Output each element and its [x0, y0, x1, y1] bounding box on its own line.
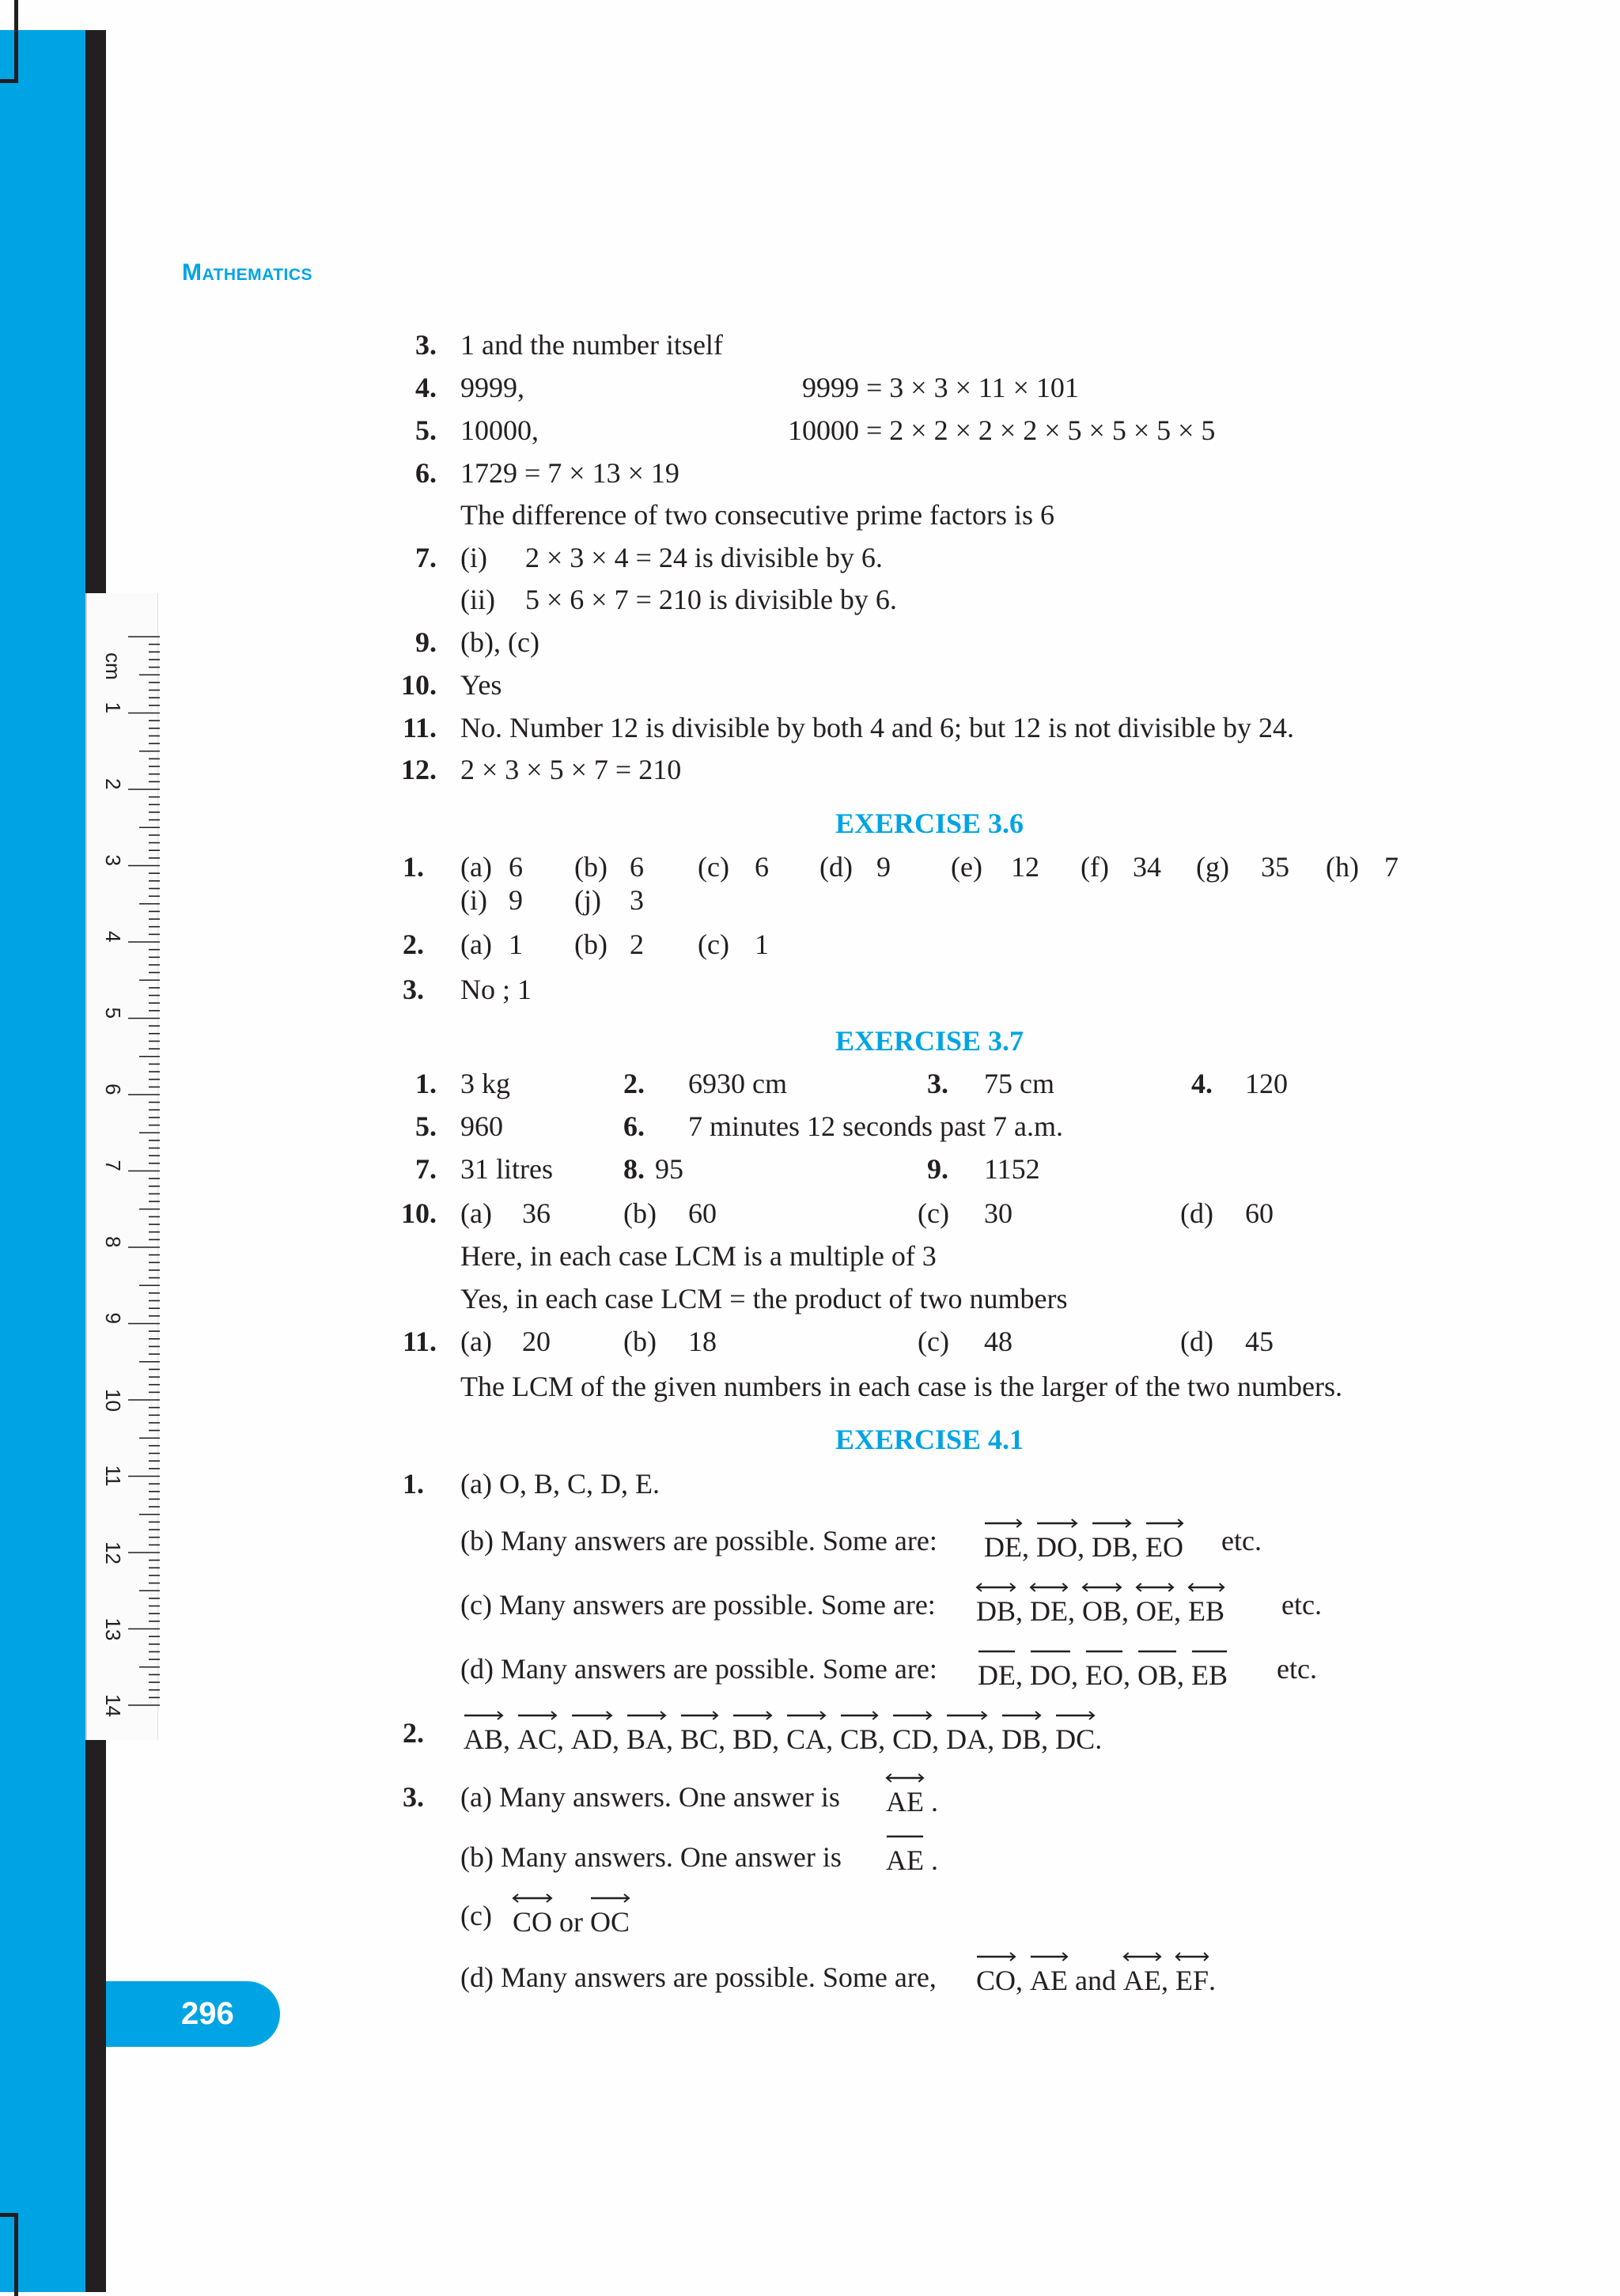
q-number: 3. — [403, 974, 424, 1005]
ray-arrow-icon — [517, 1709, 557, 1722]
answer-text: 2 × 3 × 4 = 24 is divisible by 6. — [525, 542, 883, 573]
ray-notation: CB — [840, 1720, 878, 1753]
line-notation: DB — [976, 1592, 1016, 1625]
ruler-number: 6 — [101, 1084, 125, 1095]
answer-value: 1 — [509, 929, 523, 960]
ray-notation: OC — [590, 1903, 630, 1936]
ruler-number: 1 — [101, 702, 125, 713]
answer-text: 1729 = 7 × 13 × 19 — [460, 457, 679, 489]
ruler-number: 3 — [101, 854, 125, 866]
answer-text: 1 and the number itself — [460, 329, 723, 361]
answer-text: 9999 = 3 × 3 × 11 × 101 — [802, 372, 1079, 403]
answer-value: 1 — [755, 929, 769, 960]
part-label: (d) — [1180, 1197, 1213, 1229]
exercise-heading: EXERCISE 4.1 — [835, 1424, 1024, 1455]
part-label: (i) — [460, 884, 487, 916]
answer-text: 2 × 3 × 5 × 7 = 210 — [460, 754, 682, 785]
ray-arrow-icon — [1055, 1709, 1095, 1722]
answer-value: 3 kg — [460, 1068, 510, 1099]
segment-bar-icon — [1191, 1645, 1228, 1658]
segment-bar-icon — [1085, 1645, 1123, 1658]
answer-text: (b), (c) — [460, 626, 539, 658]
line-notation: AE — [886, 1783, 924, 1816]
q-number: 10. — [401, 669, 437, 701]
ruler-number: 10 — [101, 1389, 125, 1412]
crop-mark-bottom — [0, 2213, 18, 2296]
ray-notation: DE — [984, 1528, 1022, 1561]
line-notation: EB — [1188, 1592, 1224, 1625]
ray-arrow-icon — [840, 1709, 878, 1722]
q-number: 9. — [927, 1153, 948, 1185]
line-notation: CO — [513, 1903, 552, 1936]
q-number: 9. — [415, 626, 437, 658]
part-label: (b) — [574, 929, 608, 960]
answer-value: 6930 cm — [688, 1068, 787, 1099]
part-label: (h) — [1326, 851, 1359, 883]
answer-text: (a) Many answers. One answer is — [460, 1781, 840, 1813]
ray-list: DE , DO , DB , EO — [984, 1528, 1183, 1561]
line-arrows-icon — [1082, 1581, 1122, 1594]
part-label: (ii) — [460, 584, 495, 615]
q-number: 3. — [927, 1068, 948, 1099]
part-label: (b) — [574, 851, 608, 883]
q-number: 1. — [403, 851, 424, 883]
part-label: (b) — [623, 1326, 657, 1357]
ray-arrow-icon — [1030, 1950, 1068, 1963]
ray-notation: DO — [1036, 1528, 1077, 1561]
part-label: (g) — [1196, 851, 1229, 883]
part-label: (d) — [819, 851, 853, 883]
segment-notation: OB — [1137, 1656, 1177, 1689]
line-list: DB , DE , OB , OE , EB — [976, 1592, 1224, 1625]
etc-text: etc. — [1281, 1589, 1322, 1621]
line-arrows-icon — [886, 1772, 924, 1784]
exercise-heading: EXERCISE 3.7 — [835, 1025, 1024, 1057]
ruler — [85, 593, 158, 1740]
answer-text: The LCM of the given numbers in each case is the larger of the two numbers. — [460, 1371, 1343, 1402]
q-number: 1. — [415, 1068, 437, 1099]
segment-bar-icon — [1030, 1645, 1071, 1658]
answer-value: 9 — [876, 851, 891, 883]
etc-text: etc. — [1221, 1525, 1262, 1557]
q-number: 3. — [403, 1781, 424, 1813]
q-number: 2. — [623, 1068, 645, 1099]
segment-notation: DE — [978, 1656, 1016, 1689]
ray-notation: BA — [626, 1720, 666, 1753]
segment-notation: DO — [1030, 1656, 1071, 1689]
answer-text: (c) Many answers are possible. Some are: — [460, 1589, 936, 1621]
part-label: (e) — [951, 851, 982, 883]
answer-value: 7 — [1384, 851, 1399, 883]
part-label: (a) — [460, 1197, 492, 1229]
crop-mark-top — [0, 0, 18, 83]
q-number: 8. — [623, 1153, 645, 1185]
ray-arrow-icon — [571, 1709, 612, 1722]
answer-value: 75 cm — [984, 1068, 1054, 1099]
ray-list: AB , AC , AD , BA , BC , BD , CA , CB , CD , DA , DB , DC . — [464, 1720, 1102, 1753]
answer-text: 10000, — [460, 414, 539, 446]
ray-arrow-icon — [892, 1709, 932, 1722]
answer-value: 45 — [1245, 1326, 1274, 1357]
line-notation: AE — [1123, 1961, 1161, 1995]
answer-value: 18 — [688, 1326, 717, 1357]
ray-arrow-icon — [732, 1709, 772, 1722]
answer-value: 3 — [630, 884, 644, 916]
part-label: (a) — [460, 1326, 492, 1357]
line-notation: OE — [1136, 1592, 1174, 1625]
line-list: AE . — [886, 1783, 938, 1816]
answer-text: 9999, — [460, 372, 524, 403]
q-number: 7. — [415, 542, 437, 573]
answer-value: 1152 — [984, 1153, 1040, 1185]
segment-notation: AE — [886, 1841, 924, 1874]
segment-list: AE . — [886, 1841, 938, 1874]
answer-value: 12 — [1011, 851, 1039, 883]
q-number: 6. — [415, 457, 437, 489]
part-label: (c) — [460, 1900, 492, 1931]
ray-arrow-icon — [976, 1950, 1016, 1963]
answer-value: 2 — [630, 929, 644, 960]
line-arrows-icon — [513, 1892, 552, 1905]
ray-arrow-icon — [626, 1709, 666, 1722]
q-number: 6. — [623, 1110, 645, 1142]
ray-arrow-icon — [1036, 1517, 1077, 1530]
ruler-number: 9 — [101, 1312, 125, 1324]
line-notation: OB — [1082, 1592, 1122, 1625]
answer-text: Here, in each case LCM is a multiple of 3 — [460, 1240, 937, 1272]
ruler-unit-label: cm — [101, 652, 125, 680]
ray-notation: BD — [732, 1720, 772, 1753]
ray-notation: DB — [1001, 1720, 1041, 1753]
answer-text: No ; 1 — [460, 974, 532, 1005]
ray-arrow-icon — [946, 1709, 987, 1722]
q-number: 7. — [415, 1153, 437, 1185]
ray-notation: EO — [1145, 1528, 1183, 1561]
part-label: (c) — [698, 929, 729, 960]
ruler-scale — [87, 593, 160, 1740]
ruler-number: 11 — [101, 1465, 125, 1487]
answer-value: 60 — [688, 1197, 717, 1229]
q-number: 11. — [402, 712, 437, 743]
segment-notation: EO — [1085, 1656, 1123, 1689]
q-number: 2. — [403, 1717, 424, 1749]
ray-notation: AE — [1030, 1961, 1068, 1995]
ray-notation: AB — [464, 1720, 503, 1753]
ray-arrow-icon — [1145, 1517, 1183, 1530]
exercise-heading: EXERCISE 3.6 — [835, 808, 1024, 839]
ray-notation: AC — [517, 1720, 557, 1753]
ruler-number: 2 — [101, 778, 125, 790]
answer-text: Yes, in each case LCM = the product of two numbers — [460, 1283, 1068, 1314]
ray-notation: DA — [946, 1720, 987, 1753]
answer-value: 95 — [655, 1153, 683, 1185]
q-number: 4. — [1191, 1068, 1213, 1099]
answer-text: (b) Many answers are possible. Some are: — [460, 1525, 937, 1557]
ray-arrow-icon — [680, 1709, 718, 1722]
q-number: 10. — [401, 1197, 437, 1229]
part-label: (c) — [918, 1197, 949, 1229]
page-margin-band — [0, 30, 85, 2292]
running-header: Mathematics — [182, 259, 313, 286]
ray-arrow-icon — [786, 1709, 826, 1722]
line-arrows-icon — [976, 1581, 1016, 1594]
q-number: 2. — [403, 929, 424, 960]
answer-text: 5 × 6 × 7 = 210 is divisible by 6. — [525, 584, 897, 615]
ray-notation: CD — [892, 1720, 932, 1753]
answer-value: 20 — [522, 1326, 551, 1357]
line-arrows-icon — [1123, 1950, 1161, 1963]
ruler-number: 4 — [101, 931, 125, 943]
ray-arrow-icon — [984, 1517, 1022, 1530]
line-arrows-icon — [1030, 1581, 1068, 1594]
answer-text: Yes — [460, 669, 502, 701]
page-number: 296 — [106, 1981, 280, 2047]
segment-list: DE , DO , EO , OB , EB — [978, 1656, 1228, 1689]
q-number: 3. — [415, 329, 437, 361]
answer-text: (a) O, B, C, D, E. — [460, 1468, 660, 1500]
segment-notation: EB — [1191, 1656, 1228, 1689]
part-label: (a) — [460, 851, 492, 883]
answer-text: (d) Many answers are possible. Some are, — [460, 1961, 937, 1993]
part-label: (b) — [623, 1197, 657, 1229]
part-label: (c) — [918, 1326, 949, 1357]
answer-value: 9 — [509, 884, 523, 916]
segment-bar-icon — [1137, 1645, 1177, 1658]
answer-value: 34 — [1133, 851, 1161, 883]
line-arrows-icon — [1188, 1581, 1224, 1594]
answer-value: 960 — [460, 1110, 503, 1142]
q-number: 11. — [402, 1326, 437, 1357]
ruler-number: 12 — [101, 1541, 125, 1564]
answer-value: 31 litres — [460, 1153, 553, 1185]
q-number: 12. — [401, 754, 437, 785]
ray-list: CO or OC — [513, 1903, 630, 1936]
answer-text: (b) Many answers. One answer is — [460, 1841, 842, 1873]
answer-value: 30 — [984, 1197, 1012, 1229]
answer-value: 6 — [630, 851, 644, 883]
part-label: (c) — [698, 851, 729, 883]
ray-notation: BC — [680, 1720, 718, 1753]
ray-list: CO , AE and AE , EF . — [976, 1961, 1216, 1995]
ray-arrow-icon — [1092, 1517, 1131, 1530]
part-label: (f) — [1081, 851, 1109, 883]
part-label: (d) — [1180, 1326, 1213, 1357]
answer-text: (d) Many answers are possible. Some are: — [460, 1653, 937, 1685]
answer-value: 6 — [509, 851, 523, 883]
etc-text: etc. — [1277, 1653, 1317, 1685]
segment-bar-icon — [886, 1830, 924, 1843]
q-number: 1. — [403, 1468, 424, 1500]
ray-notation: DC — [1055, 1720, 1095, 1753]
answer-value: 6 — [755, 851, 769, 883]
part-label: (j) — [574, 884, 601, 916]
ruler-number: 7 — [101, 1159, 125, 1171]
q-number: 5. — [415, 1110, 437, 1142]
line-arrows-icon — [1175, 1950, 1209, 1963]
answer-value: 36 — [522, 1197, 551, 1229]
q-number: 4. — [415, 372, 437, 403]
answer-value: 35 — [1261, 851, 1289, 883]
answer-value: 48 — [984, 1326, 1012, 1357]
ruler-number: 13 — [101, 1617, 125, 1641]
ray-arrow-icon — [590, 1892, 630, 1905]
answer-value: 120 — [1245, 1068, 1288, 1099]
answer-text: 10000 = 2 × 2 × 2 × 2 × 5 × 5 × 5 × 5 — [788, 414, 1216, 446]
q-number: 5. — [415, 414, 437, 446]
answer-value: 60 — [1245, 1197, 1274, 1229]
answer-text: No. Number 12 is divisible by both 4 and 6; but 12 is not divisible by 24. — [460, 712, 1294, 743]
ray-notation: AD — [571, 1720, 612, 1753]
ruler-number: 14 — [101, 1694, 125, 1717]
line-arrows-icon — [1136, 1581, 1174, 1594]
line-notation: EF — [1175, 1961, 1209, 1995]
part-label: (a) — [460, 929, 492, 960]
ray-notation: CO — [976, 1961, 1016, 1995]
ray-notation: DB — [1092, 1528, 1131, 1561]
ray-arrow-icon — [464, 1709, 503, 1722]
answer-text: The difference of two consecutive prime factors is 6 — [460, 499, 1055, 531]
part-label: (i) — [460, 542, 487, 573]
segment-bar-icon — [978, 1645, 1016, 1658]
ruler-number: 5 — [101, 1007, 125, 1019]
line-notation: DE — [1030, 1592, 1068, 1625]
ruler-number: 8 — [101, 1236, 125, 1248]
ray-notation: CA — [786, 1720, 826, 1753]
answer-value: 7 minutes 12 seconds past 7 a.m. — [688, 1110, 1063, 1142]
ray-arrow-icon — [1001, 1709, 1041, 1722]
